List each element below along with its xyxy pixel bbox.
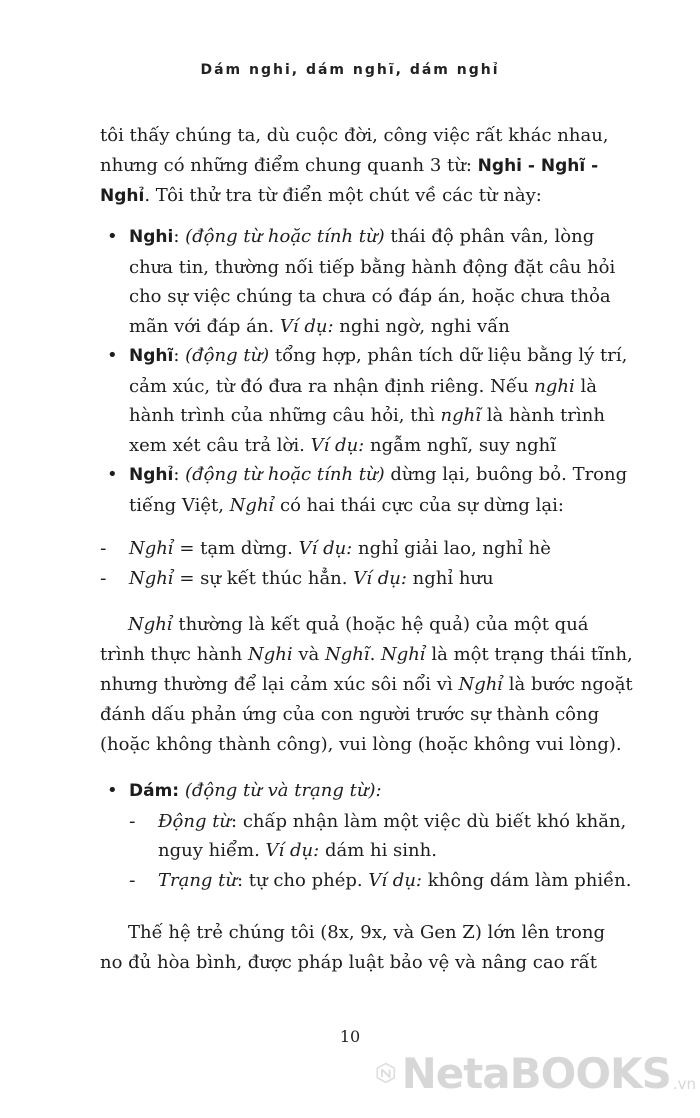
sub-item-adverb: - Trạng từ: tự cho phép. Ví dụ: không dám làm phiền. xyxy=(129,866,640,896)
definition-item-dam: • Dám: (động từ và trạng từ): - Động từ: chấp nhận làm một việc dù biết khó khăn, nguy hiểm. Ví dụ: dám hi sinh. - Trạng từ: tự cho phép. Ví dụ: không dám làm phiền. xyxy=(100,776,640,895)
definition-item-nghi-rest: • Nghỉ: (động từ hoặc tính từ) dừng lại, buông bỏ. Trong tiếng Việt, Nghỉ có hai thái cực của sự dừng lại: xyxy=(100,460,640,520)
definition-list xyxy=(100,222,640,593)
dash-marker: - xyxy=(100,567,107,589)
bullet-dot: • xyxy=(107,464,118,485)
dash-marker: - xyxy=(129,869,136,891)
dash-marker: - xyxy=(129,810,136,832)
middle-paragraph: Nghỉ thường là kết quả (hoặc hệ quả) của một quá xyxy=(128,614,589,635)
sub-item-verb: - Động từ: chấp nhận làm một việc dù biết khó khăn, nguy hiểm. Ví dụ: dám hi sinh. xyxy=(129,807,640,866)
watermark-suffix: .vn xyxy=(672,1075,696,1093)
intro-paragraph xyxy=(100,121,620,211)
intro-line-3: Nghỉ. Tôi thử tra từ điển một chút về các từ này: xyxy=(100,185,542,206)
sub-item-end: - Nghỉ = sự kết thúc hẳn. Ví dụ: nghỉ hưu xyxy=(100,564,640,594)
dam-definition xyxy=(100,776,640,895)
intro-line-2: nhưng có những điểm chung quanh 3 từ: Nghi - Nghĩ - xyxy=(100,155,599,176)
intro-line-1: tôi thấy chúng ta, dù cuộc đời, công việc rất khác nhau, xyxy=(100,125,609,146)
watermark-brand: NetaBOOKS xyxy=(401,1048,671,1098)
definition-item-nghi: • Nghi: (động từ hoặc tính từ) thái độ phân vân, lòng chưa tin, thường nối tiếp bằng hành động đặt câu hỏi cho sự việc chúng ta chưa có đáp án, hoặc chưa thỏa mãn với đáp án. Ví dụ: nghi ngờ, nghi vấn xyxy=(100,222,640,341)
closing-paragraph: Thế hệ trẻ chúng tôi (8x, 9x, và Gen Z) lớn lên trong xyxy=(128,922,605,943)
running-title: Dám nghi, dám nghĩ, dám nghỉ xyxy=(200,62,500,78)
neta-logo-icon xyxy=(376,1040,396,1106)
bullet-dot: • xyxy=(107,226,118,247)
bullet-dot: • xyxy=(107,780,118,801)
bullet-dot: • xyxy=(107,345,118,366)
dash-marker: - xyxy=(100,538,107,559)
closing-paragraph-body: no đủ hòa bình, được pháp luật bảo vệ và nâng cao rất xyxy=(100,952,598,973)
definition-item-nghi-think: • Nghĩ: (động từ) tổng hợp, phân tích dữ liệu bằng lý trí, cảm xúc, từ đó đưa ra nhận định riêng. Nếu nghi là hành trình của những câu hỏi, thì nghĩ là hành trình xem xét câu trả lời. Ví dụ: ngẫm nghĩ, suy nghĩ xyxy=(100,341,640,460)
watermark xyxy=(376,1038,696,1108)
sub-item-pause: - Nghỉ = tạm dừng. Ví dụ: nghỉ giải lao, nghỉ hè xyxy=(100,534,640,564)
middle-paragraph-body: trình thực hành Nghi và Nghĩ. Nghỉ là một trạng thái tĩnh, nhưng thường để lại cảm xúc sôi nổi vì Nghỉ là bước ngoặt đánh dấu phản ứng của con người trước sự thành công (hoặc không thành công), vui lòng (hoặc không vui lòng). xyxy=(100,644,633,755)
page-number: 10 xyxy=(339,1027,361,1046)
term-list: Nghi - Nghĩ - xyxy=(477,156,599,176)
